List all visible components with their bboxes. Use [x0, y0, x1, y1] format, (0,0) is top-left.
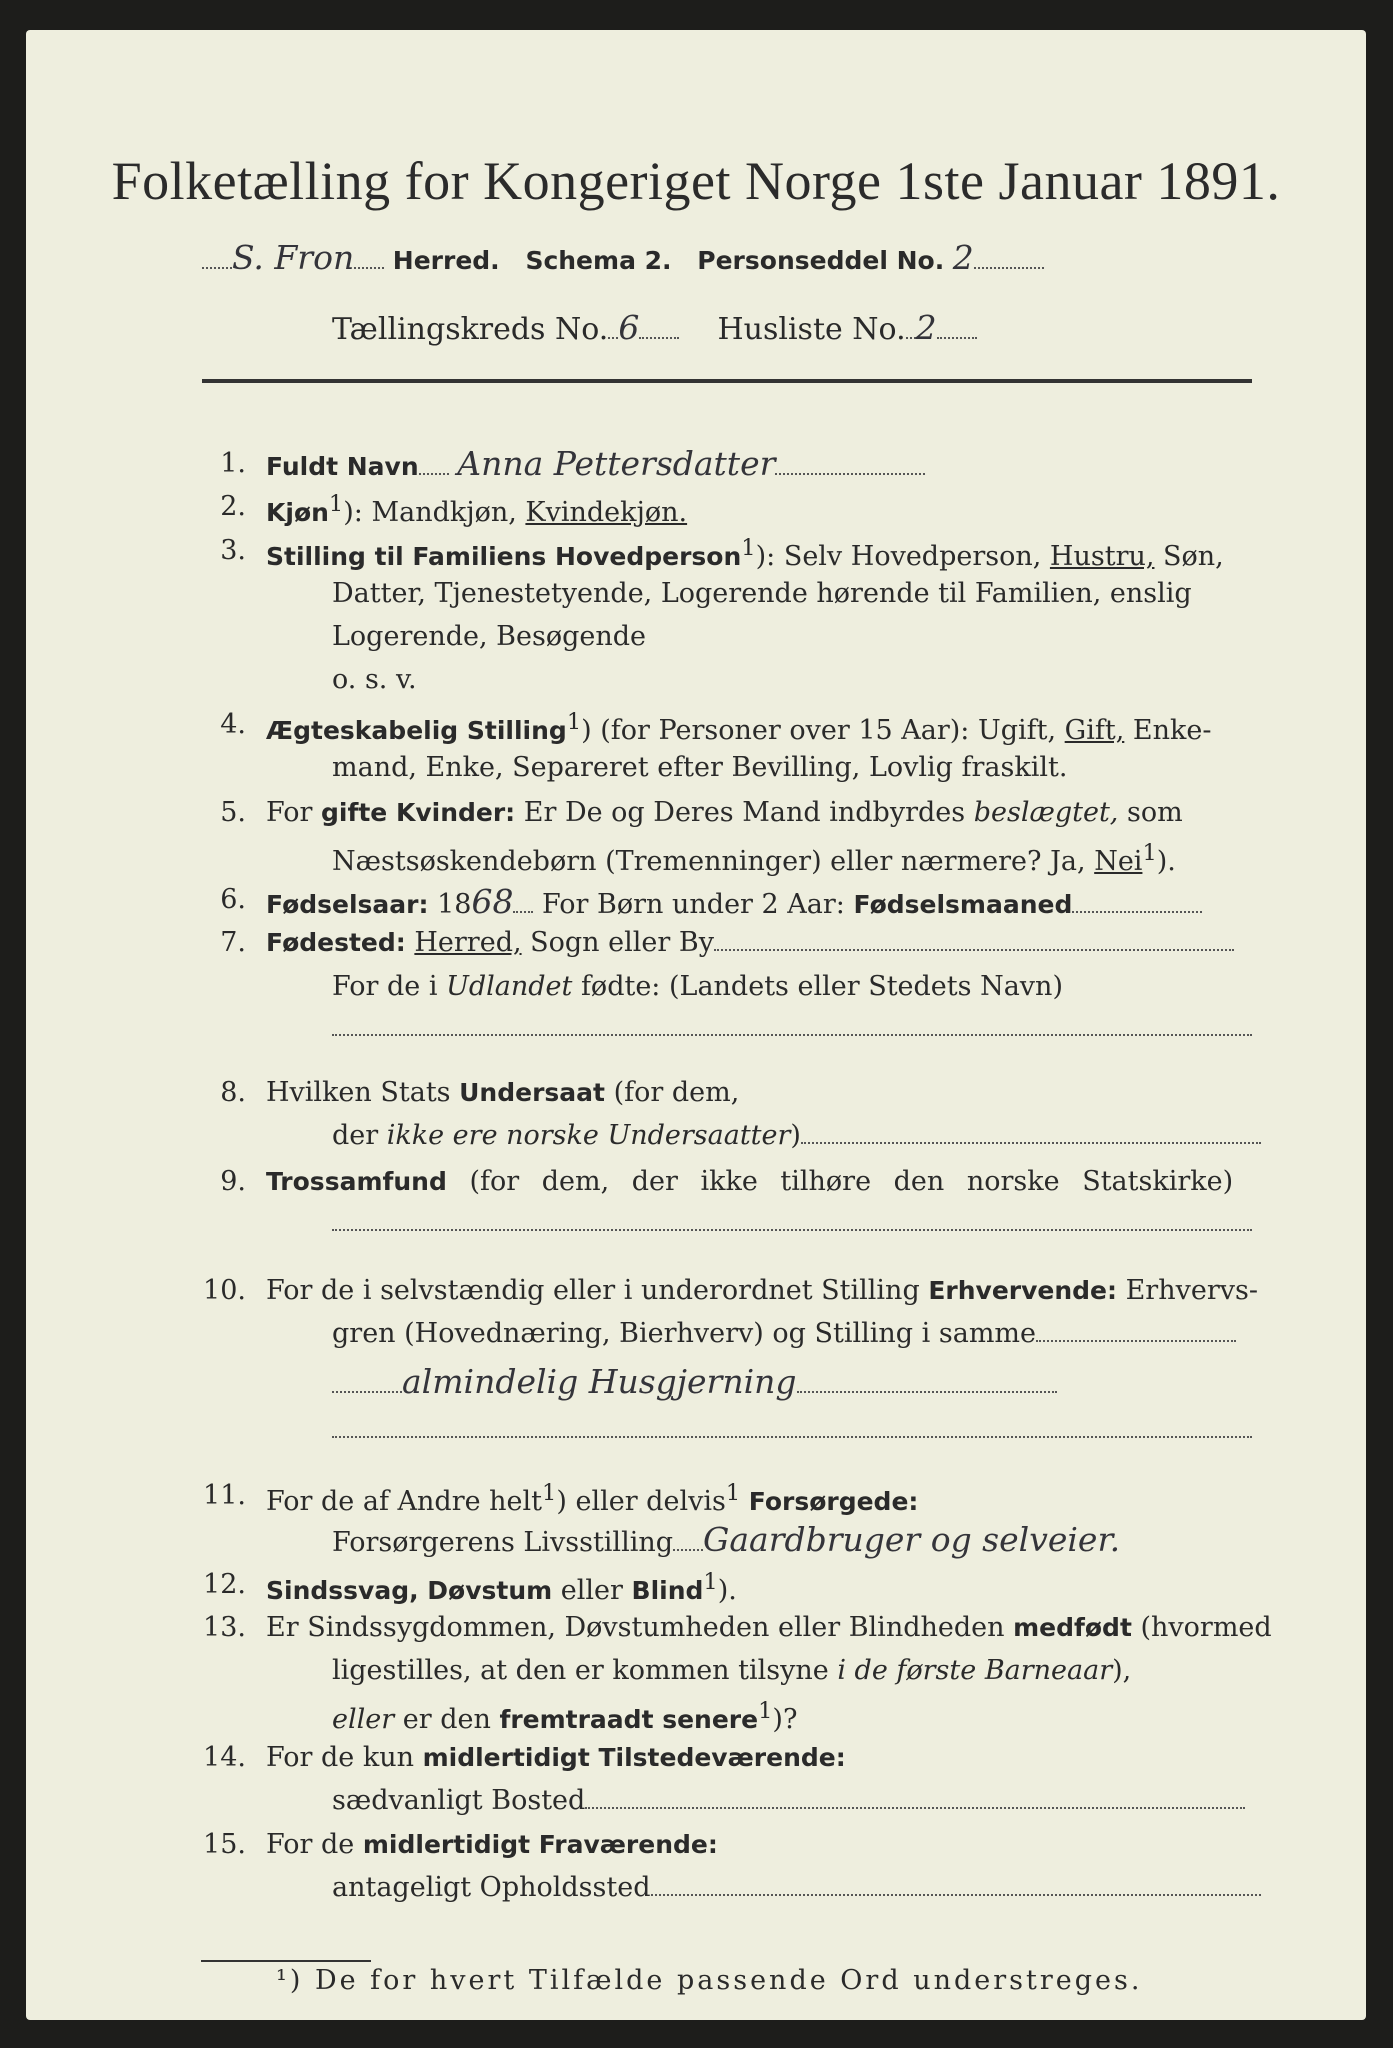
- item-7-line2: [332, 971, 1063, 1002]
- item-3-line2: Datter, Tjenestetyende, Logerende hørende til Familien, enslig: [332, 578, 1192, 609]
- kreds-line: [332, 308, 977, 347]
- item-5-line1: [266, 797, 1183, 828]
- item-7-line1: [266, 927, 1234, 958]
- item-4-selected: Gift,: [1064, 715, 1125, 746]
- item-8-italic: ikke ere norske Undersaatter: [386, 1120, 791, 1151]
- item-4-line2: mand, Enke, Separeret efter Bevilling, Lovlig fraskilt.: [332, 752, 1068, 783]
- item-5-text: Er De og Deres Mand indbyrdes: [515, 797, 974, 828]
- item-14-line2: [332, 1785, 1245, 1816]
- footnote-ref: 1: [1142, 840, 1157, 866]
- item-5-selected: Nei: [1094, 846, 1143, 877]
- item-13-label2: fremtraadt senere: [499, 1705, 759, 1734]
- item-14-line2-text: sædvanligt Bosted: [332, 1785, 586, 1816]
- item-12-mid: eller: [552, 1575, 632, 1606]
- item-15-line2: [332, 1872, 1261, 1903]
- item-number: 14.: [203, 1742, 246, 1773]
- item-12-label2: Blind: [631, 1576, 704, 1605]
- item-10-rest: Erhvervs-: [1117, 1275, 1258, 1306]
- item-13-line2-end: ),: [1112, 1655, 1132, 1686]
- item-13-line2-text: ligestilles, at den er kommen tilsyne: [332, 1655, 838, 1686]
- item-14-line1: [266, 1742, 846, 1773]
- item-10-line1: [266, 1275, 1258, 1306]
- item-7-answer-line: [332, 1033, 1252, 1036]
- item-4-options-end: Enke-: [1124, 715, 1212, 746]
- item-1-value: Anna Pettersdatter: [457, 444, 776, 483]
- item-10-pre: For de i selvstændig eller i underordnet Stilling: [266, 1275, 929, 1306]
- item-11-line1: [266, 1480, 918, 1517]
- item-7-selected: Herred,: [414, 927, 522, 958]
- item-7-italic: Udlandet: [446, 971, 573, 1002]
- herred-line: [202, 238, 1044, 277]
- herred-value: S. Fron: [232, 238, 355, 277]
- footnote-ref: 1: [758, 1698, 773, 1724]
- item-11-value: Gaardbruger og selveier.: [703, 1520, 1121, 1559]
- item-8-line1: [266, 1077, 739, 1108]
- item-15-label: midlertidigt Fraværende:: [362, 1830, 718, 1859]
- item-6-year-prefix: 18: [428, 889, 472, 920]
- item-5-pre: For: [266, 797, 322, 828]
- item-13-line1: [266, 1612, 1272, 1643]
- item-13-rest: (hvormed: [1131, 1612, 1272, 1643]
- item-13-italic: i de første Barneaar: [837, 1655, 1113, 1686]
- item-number: 9.: [220, 1166, 246, 1197]
- footnote-rule: [201, 1960, 371, 1962]
- item-number: 3.: [220, 535, 246, 566]
- item-10-label: Erhvervende:: [928, 1276, 1118, 1305]
- herred-label: Herred.: [392, 246, 500, 275]
- personseddel-label: Personseddel No.: [697, 246, 945, 275]
- item-2-sex: [266, 491, 687, 528]
- item-13-label: medfødt: [1013, 1613, 1132, 1642]
- item-5-end: som: [1118, 797, 1183, 828]
- item-15-pre: For de: [266, 1829, 363, 1860]
- item-9-label: Trossamfund: [266, 1167, 447, 1196]
- footnote: ¹) De for hvert Tilfælde passende Ord understreges.: [276, 1965, 1143, 1996]
- item-1-label: Fuldt Navn: [266, 452, 419, 481]
- item-5-label: gifte Kvinder:: [321, 798, 516, 827]
- item-6-label: Fødselsaar:: [266, 890, 429, 919]
- item-7-pre: For de i: [332, 971, 447, 1002]
- item-4-label: Ægteskabelig Stilling: [266, 716, 567, 745]
- census-form-page: [26, 30, 1366, 2020]
- item-number: 5.: [220, 797, 246, 828]
- footnote-ref: 1: [328, 491, 344, 517]
- footnote-ref: 1: [542, 1480, 557, 1506]
- item-13-line3: [332, 1698, 797, 1735]
- footnote-ref: 1: [725, 1480, 741, 1506]
- item-3-line4: o. s. v.: [332, 664, 417, 695]
- item-4-line1: [266, 709, 1211, 746]
- item-3-options: ): Selv Hovedperson,: [755, 541, 1050, 572]
- item-number: 15.: [203, 1829, 246, 1860]
- item-11-mid: ) eller delvis: [556, 1486, 726, 1517]
- item-10-line2-text: gren (Hovednæring, Bierhverv) og Stilling i samme: [332, 1318, 1037, 1349]
- item-11-pre: For de af Andre helt: [266, 1486, 543, 1517]
- item-number: 11.: [203, 1480, 246, 1511]
- item-3-label: Stilling til Familiens Hovedperson: [266, 542, 742, 571]
- item-2-options: ): Mandkjøn,: [343, 497, 526, 528]
- item-number: 2.: [220, 491, 246, 522]
- item-number: 13.: [203, 1612, 246, 1643]
- item-10-answer: [332, 1362, 1057, 1401]
- item-5-close: ).: [1156, 846, 1176, 877]
- item-number: 4.: [220, 709, 246, 740]
- item-number: 1.: [220, 448, 246, 479]
- item-3-options-end: Søn,: [1154, 541, 1224, 572]
- item-12-line: [266, 1569, 737, 1606]
- item-3-line3: Logerende, Besøgende: [332, 621, 646, 652]
- item-3-line1: [266, 535, 1224, 572]
- item-13-line3-text: er den: [394, 1704, 500, 1735]
- item-6-year-value: 68: [471, 882, 514, 921]
- item-8-line2: [332, 1120, 1261, 1151]
- item-13-end: )?: [772, 1704, 798, 1735]
- item-number: 8.: [220, 1077, 246, 1108]
- item-number: 10.: [203, 1275, 246, 1306]
- item-10-line2: [332, 1318, 1236, 1349]
- item-13-pre: Er Sindssygdommen, Døvstumheden eller Blindheden: [266, 1612, 1014, 1643]
- item-2-label: Kjøn: [266, 498, 329, 527]
- item-number: 12.: [203, 1569, 246, 1600]
- item-11-label: Forsørgede:: [748, 1487, 919, 1516]
- item-8-end: ): [790, 1120, 801, 1151]
- personseddel-value: 2: [952, 238, 974, 277]
- schema-label: Schema 2.: [525, 246, 672, 275]
- kreds-value: 6: [618, 308, 640, 347]
- item-6-birthyear: [266, 882, 1202, 921]
- item-8-pre2: der: [332, 1120, 387, 1151]
- item-number: 6.: [220, 884, 246, 915]
- item-9-line1: [266, 1166, 1233, 1197]
- item-7-end: fødte: (Landets eller Stedets Navn): [572, 971, 1063, 1002]
- item-12-end: ).: [717, 1575, 737, 1606]
- item-11-line2: [332, 1520, 1120, 1559]
- item-1-name: [266, 444, 925, 483]
- item-7-label: Fødested:: [266, 928, 406, 957]
- item-13-line2: [332, 1655, 1131, 1686]
- item-2-selected: Kvindekjøn.: [525, 497, 688, 528]
- item-15-line1: [266, 1829, 718, 1860]
- item-7-options: Sogn eller By: [521, 927, 714, 958]
- item-9-rest: (for dem, der ikke tilhøre den norske Statskirke): [446, 1166, 1234, 1197]
- item-14-label: midlertidigt Tilstedeværende:: [422, 1743, 846, 1772]
- item-12-label: Sindssvag, Døvstum: [266, 1576, 553, 1605]
- item-6-month-label: Fødselsmaaned: [853, 890, 1073, 919]
- item-9-answer-line: [332, 1228, 1252, 1231]
- item-15-line2-text: antageligt Opholdssted: [332, 1872, 651, 1903]
- item-8-rest: (for dem,: [604, 1077, 740, 1108]
- item-5-question: Næstsøskendebørn (Tremenninger) eller nærmere? Ja,: [332, 846, 1095, 877]
- item-10-value: almindelig Husgjerning: [402, 1362, 797, 1401]
- footnote-ref: 1: [566, 709, 582, 735]
- husliste-label: Husliste No.: [717, 312, 906, 347]
- item-4-options: ) (for Personer over 15 Aar): Ugift,: [581, 715, 1065, 746]
- item-8-label: Undersaat: [459, 1078, 605, 1107]
- item-10-answer-line2: [332, 1435, 1252, 1438]
- form-title: Folketælling for Kongeriget Norge 1ste Januar 1891.: [111, 151, 1281, 211]
- item-number: 7.: [220, 927, 246, 958]
- item-11-line2-text: Forsørgerens Livsstilling: [332, 1527, 674, 1558]
- item-5-italic: beslægtet,: [973, 797, 1119, 828]
- item-5-line2: [332, 840, 1176, 877]
- husliste-value: 2: [915, 308, 937, 347]
- item-3-selected: Hustru,: [1049, 541, 1155, 572]
- item-13-eller: eller: [332, 1704, 395, 1735]
- item-14-pre: For de kun: [266, 1742, 423, 1773]
- item-6-text: For Børn under 2 Aar:: [533, 889, 854, 920]
- item-8-pre: Hvilken Stats: [266, 1077, 460, 1108]
- kreds-label: Tællingskreds No.: [332, 312, 609, 347]
- footnote-ref: 1: [741, 535, 756, 561]
- footnote-ref: 1: [703, 1569, 718, 1595]
- header-rule: [202, 379, 1252, 383]
